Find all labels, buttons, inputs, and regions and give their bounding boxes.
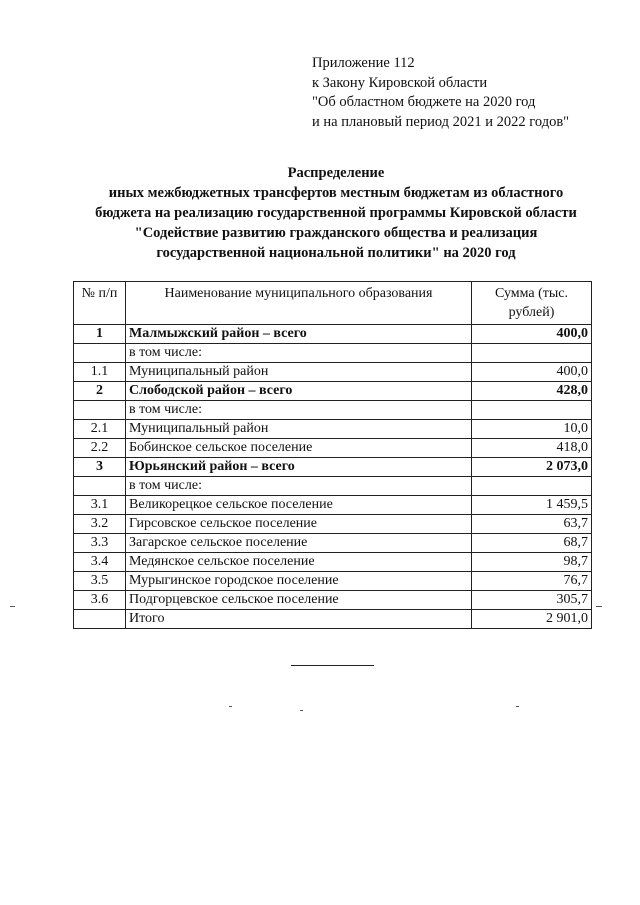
row-name: Гирсовское сельское поселение <box>126 515 472 534</box>
table-row <box>74 515 592 534</box>
document-title <box>60 163 612 263</box>
scan-mark <box>300 710 303 711</box>
header-name: Наименование муниципального образования <box>126 282 472 325</box>
row-name: в том числе: <box>126 477 472 496</box>
row-number: 3.5 <box>74 572 126 591</box>
table-row <box>74 382 592 401</box>
header-number: № п/п <box>74 282 126 325</box>
row-sum: 418,0 <box>472 439 592 458</box>
row-name: Подгорцевское сельское поселение <box>126 591 472 610</box>
row-sum: 428,0 <box>472 382 592 401</box>
table-row <box>74 496 592 515</box>
scan-mark <box>516 706 519 707</box>
row-number: 3.2 <box>74 515 126 534</box>
row-sum: 400,0 <box>472 363 592 382</box>
header-sum: Сумма (тыс. рублей) <box>472 282 592 325</box>
row-name: Слободской район – всего <box>126 382 472 401</box>
row-number: 3 <box>74 458 126 477</box>
row-name: Муниципальный район <box>126 363 472 382</box>
title-line: Распределение <box>287 165 385 181</box>
scan-mark <box>596 606 602 607</box>
row-number: 2 <box>74 382 126 401</box>
row-number <box>74 477 126 496</box>
table-row <box>74 458 592 477</box>
distribution-table <box>73 281 592 629</box>
row-sum: 68,7 <box>472 534 592 553</box>
row-name: Итого <box>126 610 472 629</box>
appendix-line: и на плановый период 2021 и 2022 годов" <box>312 113 570 130</box>
row-name: Малмыжский район – всего <box>126 325 472 344</box>
row-sum: 400,0 <box>472 325 592 344</box>
row-name: Медянское сельское поселение <box>126 553 472 572</box>
table-row <box>74 401 592 420</box>
row-number: 2.2 <box>74 439 126 458</box>
row-sum: 10,0 <box>472 420 592 439</box>
table-row <box>74 363 592 382</box>
closing-rule <box>291 665 374 666</box>
row-number <box>74 344 126 363</box>
row-name: в том числе: <box>126 401 472 420</box>
row-name: Бобинское сельское поселение <box>126 439 472 458</box>
row-sum <box>472 477 592 496</box>
row-name: в том числе: <box>126 344 472 363</box>
title-line: государственной национальной политики" на 2020 год <box>156 245 516 261</box>
table-header-row <box>74 282 592 325</box>
row-name: Муниципальный район <box>126 420 472 439</box>
row-name: Юрьянский район – всего <box>126 458 472 477</box>
row-number: 3.3 <box>74 534 126 553</box>
table-row <box>74 477 592 496</box>
table-row <box>74 325 592 344</box>
row-number: 1 <box>74 325 126 344</box>
row-number: 2.1 <box>74 420 126 439</box>
table-row <box>74 553 592 572</box>
row-sum: 76,7 <box>472 572 592 591</box>
table-row <box>74 344 592 363</box>
table-row <box>74 534 592 553</box>
row-sum: 2 073,0 <box>472 458 592 477</box>
title-line: бюджета на реализацию государственной программы Кировской области <box>95 205 577 221</box>
table-row <box>74 591 592 610</box>
row-number: 1.1 <box>74 363 126 382</box>
row-name: Загарское сельское поселение <box>126 534 472 553</box>
row-number: 3.1 <box>74 496 126 515</box>
row-sum: 1 459,5 <box>472 496 592 515</box>
scan-mark <box>10 606 15 607</box>
row-sum: 2 901,0 <box>472 610 592 629</box>
row-number <box>74 610 126 629</box>
row-sum: 98,7 <box>472 553 592 572</box>
row-name: Мурыгинское городское поселение <box>126 572 472 591</box>
table-row <box>74 610 592 629</box>
title-line: иных межбюджетных трансфертов местным бюджетам из областного <box>108 185 564 201</box>
row-name: Великорецкое сельское поселение <box>126 496 472 515</box>
row-sum: 63,7 <box>472 515 592 534</box>
table-row <box>74 572 592 591</box>
row-number: 3.6 <box>74 591 126 610</box>
row-sum <box>472 401 592 420</box>
table-row <box>74 420 592 439</box>
row-sum: 305,7 <box>472 591 592 610</box>
scan-mark <box>229 706 232 707</box>
table-row <box>74 439 592 458</box>
appendix-line: "Об областном бюджете на 2020 год <box>312 94 536 110</box>
appendix-line: Приложение 112 <box>312 55 415 71</box>
title-line: "Содействие развитию гражданского общества и реализация <box>134 225 538 241</box>
appendix-line: к Закону Кировской области <box>312 74 488 91</box>
row-number: 3.4 <box>74 553 126 572</box>
table-body <box>74 325 592 629</box>
row-number <box>74 401 126 420</box>
row-sum <box>472 344 592 363</box>
appendix-block <box>312 54 569 132</box>
